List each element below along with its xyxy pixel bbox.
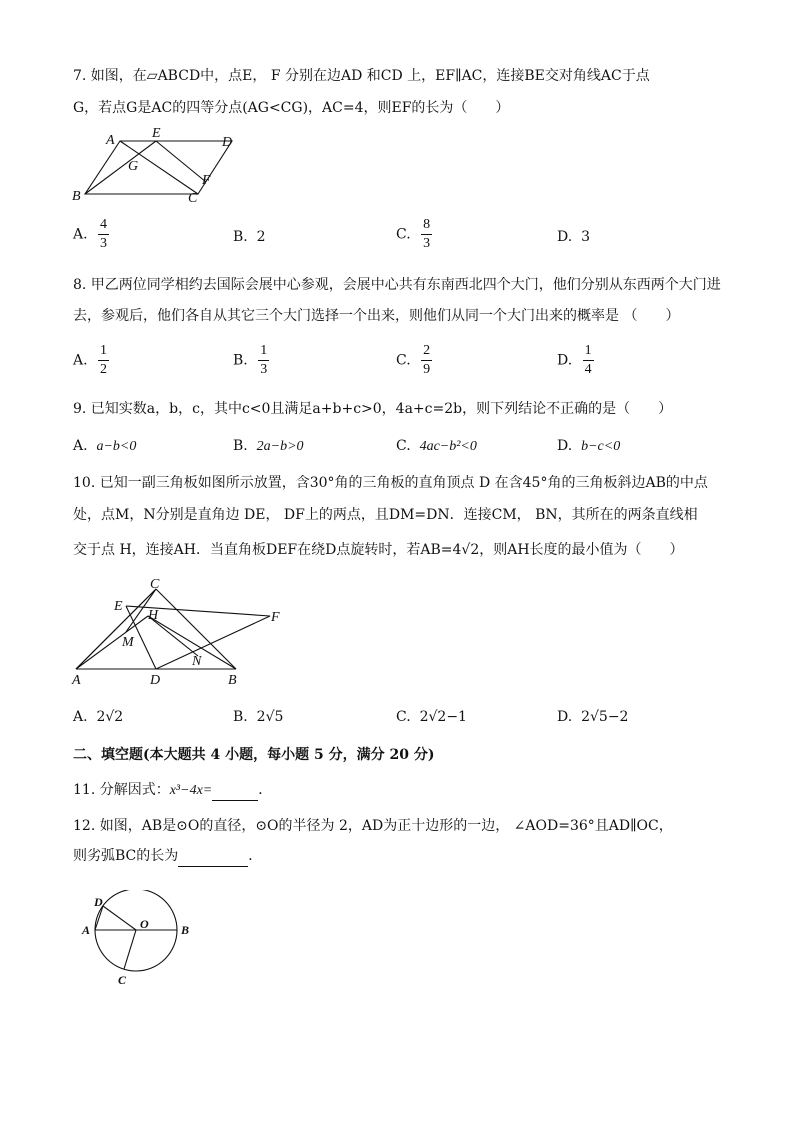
q7-label-D: D [222, 135, 233, 150]
q9-line1: 9. 已知实数a，b，c，其中c<0且满足a+b+c>0，4a+c=2b，则下列结论不正确的是（ ） [73, 401, 673, 417]
q10-option-a: A. 2√2 [73, 709, 124, 725]
q10-label-F: F [271, 610, 280, 625]
q10-option-d: D. 2√5−2 [557, 709, 629, 725]
section2-heading: 二、填空题(本大题共 4 小题，每小题 5 分，满分 20 分) [73, 747, 435, 763]
q10-label-N: N [192, 654, 202, 669]
q12-label-C: C [118, 973, 127, 987]
q7-label-A: A [106, 133, 115, 148]
q10-line3: 交于点 H，连接AH．当直角板DEF在绕D点旋转时，若AB=4√2，则AH长度的最小值为（ ） [73, 542, 684, 558]
q9-option-b: B. 2a−b>0 [233, 438, 304, 454]
q12-label-O: O [140, 917, 149, 931]
q10-label-A: A [72, 673, 81, 688]
q7-label-F: F [202, 173, 211, 188]
q7-option-a: A. $\frac{4}{3}$ [73, 217, 108, 251]
q12-label-B: B [181, 923, 190, 937]
q9-option-c: C. 4ac−b²<0 [396, 438, 477, 454]
q7-label-E: E [152, 126, 161, 141]
q10-label-H: H [148, 608, 159, 623]
q10-option-c: C. 2√2−1 [396, 709, 467, 725]
q10-triangle-figure [64, 574, 294, 690]
q11-answer-blank[interactable] [212, 780, 258, 801]
q7-parallelogram-figure [64, 124, 244, 208]
q10-option-b: B. 2√5 [233, 709, 284, 725]
q7-line1: 7. 如图，在▱ABCD中，点E， F 分别在边AD 和CD 上，EF∥AC，连接BE交对角线AC于点 [73, 68, 650, 84]
q8-option-b: B. $\frac{1}{3}$ [233, 343, 268, 377]
q7-label-B: B [72, 189, 81, 204]
q9-option-a: A. a−b<0 [73, 438, 137, 454]
q9-option-d: D. b−c<0 [557, 438, 621, 454]
q7-option-c: C. $\frac{8}{3}$ [396, 217, 431, 251]
q7-line2: G，若点G是AC的四等分点(AG<CG)，AC=4，则EF的长为（ ） [73, 100, 510, 116]
q10-label-D: D [150, 673, 161, 688]
q8-line2: 去，参观后，他们各自从其它三个大门选择一个出来，则他们从同一个大门出来的概率是 （ ） [73, 308, 680, 324]
q10-label-M: M [122, 635, 134, 650]
q8-option-c: C. $\frac{2}{9}$ [396, 343, 431, 377]
q7-option-d: D. 3 [557, 229, 591, 245]
q8-option-a: A. $\frac{1}{2}$ [73, 343, 108, 377]
q12-line2: 则劣弧BC的长为 ． [73, 846, 262, 867]
q8-option-d: D. $\frac{1}{4}$ [557, 343, 592, 377]
q10-line2: 处，点M，N分别是直角边 DE， DF上的两点，且DM=DN．连接CM， BN，其所在的两条直线相 [73, 507, 698, 523]
q7-label-G: G [128, 159, 139, 174]
q10-line1: 10. 已知一副三角板如图所示放置，含30°角的三角板的直角顶点 D 在含45°角的三角板斜边AB的中点 [73, 475, 708, 491]
q12-line1: 12. 如图，AB是⊙O的直径，⊙O的半径为 2，AD为正十边形的一边， ∠AOD=36°且AD∥OC， [73, 818, 673, 834]
q12-circle-figure [78, 890, 208, 990]
q11-line: 11. 分解因式：x³−4x= ． [73, 780, 272, 801]
q7-option-b: B. 2 [233, 229, 266, 245]
q12-label-A: A [82, 923, 91, 937]
q12-label-D: D [94, 895, 103, 909]
q10-label-B: B [228, 673, 237, 688]
q10-label-C: C [150, 577, 160, 592]
q10-label-E: E [114, 599, 123, 614]
q12-answer-blank[interactable] [178, 846, 248, 867]
q7-label-C: C [188, 191, 198, 206]
q8-line1: 8. 甲乙两位同学相约去国际会展中心参观，会展中心共有东南西北四个大门，他们分别从东西两个大门进 [73, 277, 721, 293]
